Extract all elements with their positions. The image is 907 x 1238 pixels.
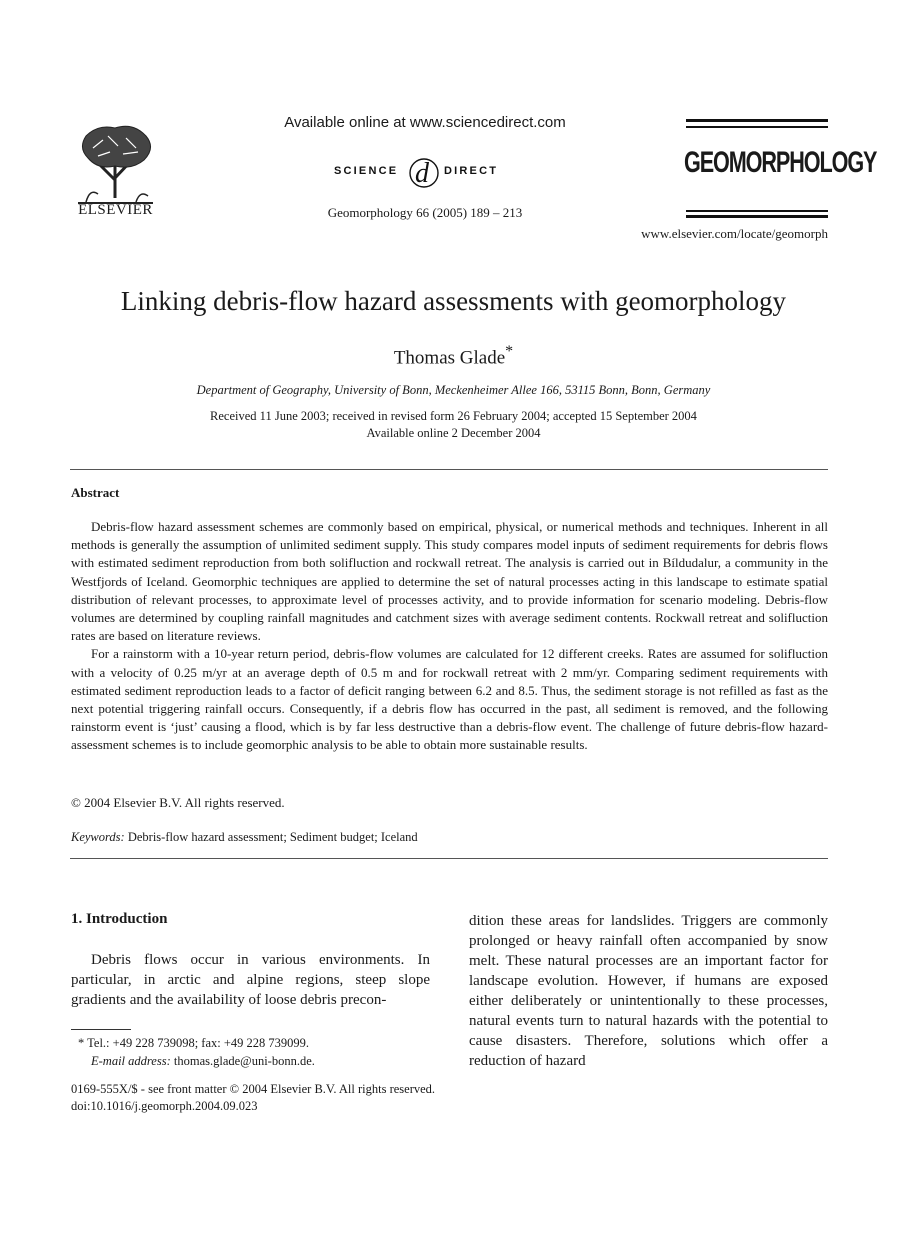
footnote-email	[91, 1054, 315, 1069]
keywords-label: Keywords:	[71, 830, 125, 844]
journal-logo-bar	[686, 119, 828, 122]
abstract-paragraph: Debris-flow hazard assessment schemes are commonly based on empirical, physical, or numerical methods and techniques. Inherent in all methods is generally the assumption of unlimited sediment supply. This study compares model inputs of sediment requirements for debris flows with estimated sediment reproduction from both solifluction and rockwall retreat. The analysis is carried out in Bíldudalur, a community in the Westfjords of Iceland. Geomorphic techniques are applied to determine the set of natural processes acting in this landscape to estimate spatial distribution of relevant processes, to approximate level of processes activity, and to provide information for scenario modeling. Debris-flow volumes are determined by coupling rainfall magnitudes and catchment sizes with average sediment contents. Rockwall retreat and solifluction rates are based on literature reviews.	[71, 519, 828, 644]
front-matter-notice: 0169-555X/$ - see front matter © 2004 Elsevier B.V. All rights reserved.	[71, 1082, 436, 1096]
journal-url[interactable]: www.elsevier.com/locate/geomorph	[641, 226, 828, 241]
divider	[70, 858, 828, 859]
journal-logo-bar	[686, 126, 828, 128]
affiliation: Department of Geography, University of Bonn, Meckenheimer Allee 166, 53115 Bonn, Bonn, Germany	[196, 383, 711, 397]
sciencedirect-logo	[330, 148, 515, 190]
journal-logo-bar	[686, 210, 828, 212]
email-label: E-mail address:	[91, 1054, 171, 1068]
available-online-banner: Available online at www.sciencedirect.com	[284, 114, 566, 131]
email-address[interactable]: thomas.glade@uni-bonn.de.	[173, 1054, 315, 1068]
author-name: Thomas Glade	[393, 347, 506, 369]
footnote-divider	[71, 1029, 131, 1030]
svg-text:d: d	[415, 158, 429, 189]
body-column-right	[469, 911, 828, 1071]
section-heading-introduction: 1. Introduction	[71, 911, 168, 927]
abstract-body	[71, 518, 828, 755]
author	[0, 343, 907, 369]
journal-logo: GEOMORPHOLOGY	[684, 146, 877, 179]
keywords	[71, 830, 418, 845]
divider	[70, 469, 828, 470]
copyright-notice: © 2004 Elsevier B.V. All rights reserved.	[71, 795, 285, 810]
sciencedirect-logo-science: SCIENCE	[334, 165, 399, 177]
available-online-date: Available online 2 December 2004	[366, 426, 541, 440]
keywords-list: Debris-flow hazard assessment; Sediment budget; Iceland	[127, 830, 418, 844]
footnote-contact: * Tel.: +49 228 739098; fax: +49 228 739099.	[78, 1036, 310, 1050]
body-paragraph: Debris flows occur in various environments. In particular, in arctic and alpine regions, steep slope gradients and the availability of loose debris precon-	[71, 952, 430, 1008]
sciencedirect-logo-direct: DIRECT	[444, 165, 499, 177]
body-paragraph: dition these areas for landslides. Triggers are commonly prolonged or heavy rainfall often accompanied by snow melt. These natural processes are an important factor for landscape evolution. However, if humans are exposed either deliberately or unintentionally to these processes, natural events turn to natural hazards with the potential to cause disasters. Therefore, solutions which offer a reduction of hazard	[469, 913, 828, 1069]
journal-logo-bar	[686, 215, 828, 218]
author-footnote-mark[interactable]: *	[505, 343, 514, 360]
doi-link[interactable]: doi:10.1016/j.geomorph.2004.09.023	[71, 1099, 258, 1113]
abstract-paragraph: For a rainstorm with a 10-year return period, debris-flow volumes are calculated for 12 different creeks. Rates are assumed for solifluction with a velocity of 0.25 m/yr at an average depth of 0.5 m and for rockwall retreat with 2 mm/yr. Comparing sediment requirements with estimated sediment reproduction leads to a factor of deficit ranging between 6.2 and 8.5. Thus, the sediment storage is not refilled as fast as the next potential triggering rainfall occurs. Consequently, if a debris flow has occurred in the past, all sediment is removed, and the following rainstorm event is ‘just’ causing a flood, which is by far less destructive than a debris-flow event. The challenge of future debris-flow hazard-assessment schemes is to include geomorphic analysis to be able to obtain more sustainable results.	[71, 646, 828, 753]
journal-citation: Geomorphology 66 (2005) 189 – 213	[327, 205, 523, 220]
paper-title: Linking debris-flow hazard assessments with geomorphology	[120, 286, 787, 316]
body-column-left	[71, 950, 430, 1010]
received-dates: Received 11 June 2003; received in revised form 26 February 2004; accepted 15 September 2004	[210, 409, 697, 423]
publisher-name: ELSEVIER	[78, 202, 153, 218]
abstract-heading: Abstract	[71, 485, 120, 500]
